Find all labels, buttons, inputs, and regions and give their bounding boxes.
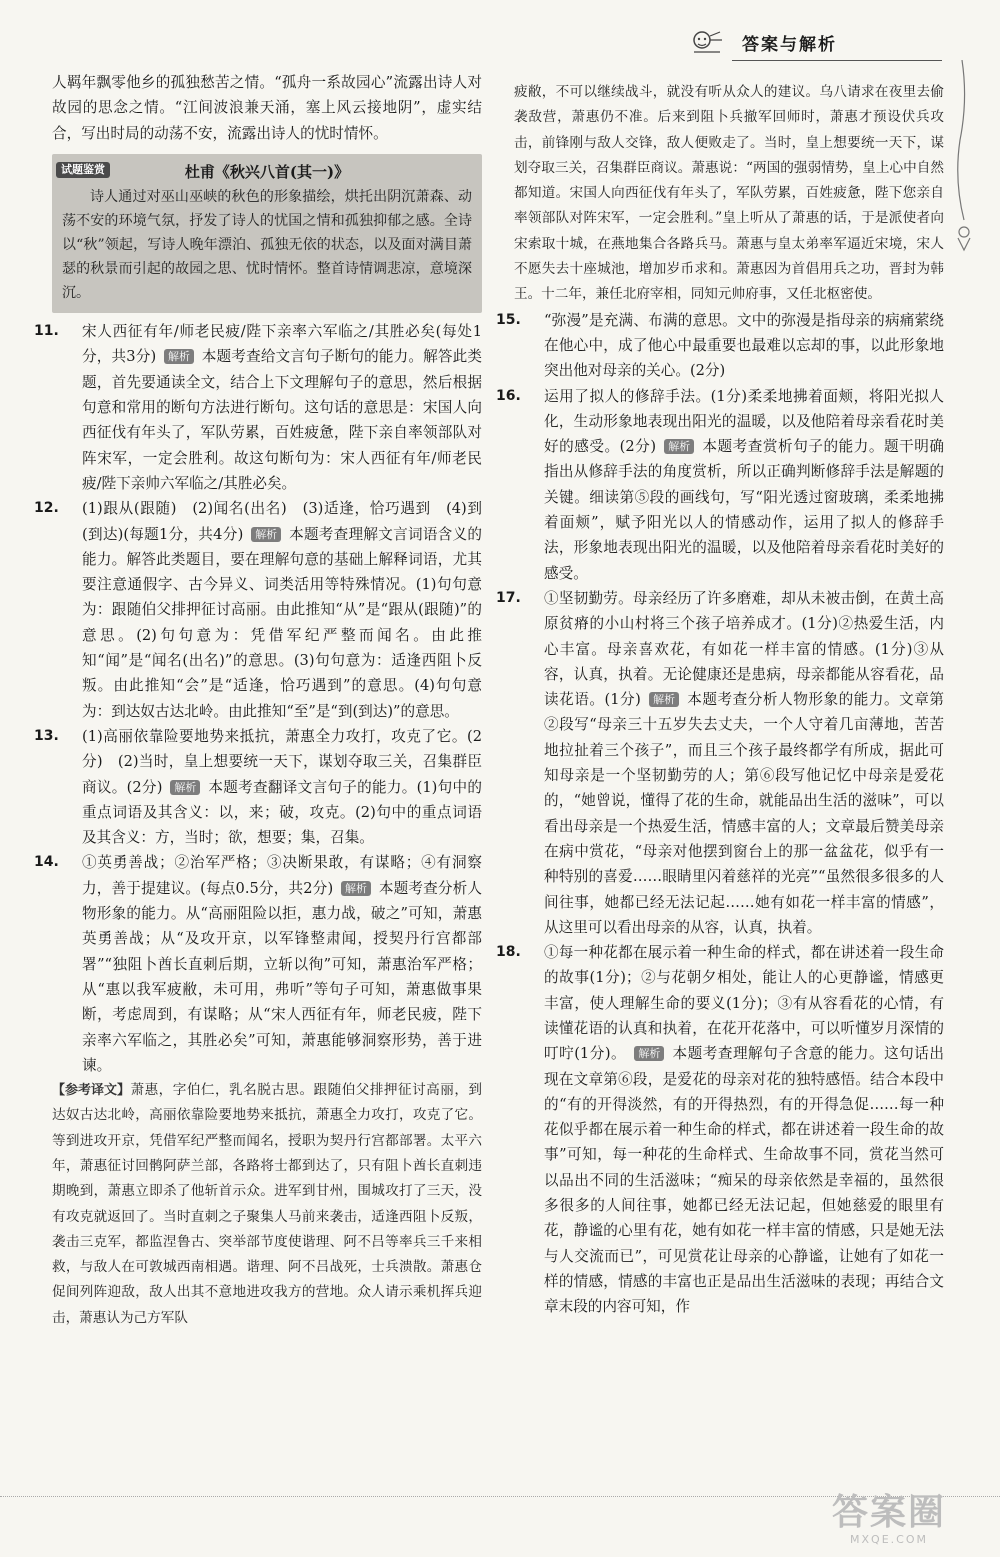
question-16 xyxy=(496,384,944,586)
analysis-tag: 解析 xyxy=(634,1046,664,1061)
analysis-tag: 解析 xyxy=(164,349,194,364)
question-analysis: 本题考查理解文言词语含义的能力。解答此类题目，要在理解句意的基础上解释词语，尤其要注意通假字、古今异义、词类活用等特殊情况。(1)句句意为：跟随伯父排押征讨高丽。由此推知“从”是“跟从(跟随)”的意思。(2)句句意为：凭借军纪严整而闻名。由此推知“闻”是“闻名(出名)”的意思。(3)句句意为：适逢西阻卜反叛。由此推知“会”是“适逢，恰巧遇到”的意思。(4)句句意为：到达奴古达北岭。由此推知“至”是“到(到达)”的意思。 xyxy=(82,525,482,720)
question-analysis: 本题考查分析人物形象的能力。从“高丽阻险以拒，惠力战，破之”可知，萧惠英勇善战；从“及攻开京，以军锋整肃闻，授契丹行宫都部署”“独阻卜酋长直刺后期，立斩以徇”可知，萧惠治军严格；从“惠以我军疲敝，未可用，弗听”等句子可知，萧惠做事果断，考虑周到，有谋略；从“宋人西征有年，师老民疲，陛下亲率六军临之，其胜必矣”可知，萧惠能够洞察形势，善于进谏。 xyxy=(82,879,483,1074)
question-answer: ①每一种花都在展示着一种生命的样式，都在讲述着一段生命的故事(1分)；②与花朝夕相处，能让人的心更静谧，情感更丰富，使人理解生命的要义(1分)；③有从容看花的心情，有读懂花语的认真和执着，在花开花落中，可以听懂岁月深情的叮咛(1分)。 xyxy=(544,944,944,1063)
question-number: 13. xyxy=(34,727,59,744)
question-number: 15. xyxy=(496,311,521,328)
question-number: 16. xyxy=(496,387,521,404)
question-answer: (1)跟从(跟随) (2)闻名(出名) (3)适逢，恰巧遇到 (4)到(到达)(每题1分，共4分) xyxy=(82,500,482,543)
question-number: 11. xyxy=(34,323,59,340)
watermark-logo-text: 答案圈 xyxy=(831,1492,946,1533)
question-analysis: 本题考查赏析句子的能力。题干明确指出从修辞手法的角度赏析，所以正确判断修辞手法是解题的关键。细读第⑤段的画线句，写“阳光透过窗玻璃，柔柔地拂着面颊”，赋予阳光以人的情感动作，运用了拟人的修辞手法，形象地表现出阳光的温暖，以及他陪着母亲看花时美好的感受。 xyxy=(544,438,944,582)
left-column xyxy=(34,70,483,1331)
question-answer: “弥漫”是充满、布满的意思。文中的弥漫是指母亲的病痛萦绕在他心中，成了他心中最重要也最难以忘却的事，以此形象地突出他对母亲的关心。(2分) xyxy=(544,311,944,380)
right-column xyxy=(496,80,944,1320)
question-13 xyxy=(34,724,482,850)
analysis-tag: 解析 xyxy=(170,780,200,795)
translation-continued: 疲敝，不可以继续战斗，就没有听从众人的建议。乌八请求在夜里去偷袭敌营，萧惠仍不准。后来到阻卜兵撤军回师时，萧惠才预设伏兵攻击，前锋刚与敌人交锋，敌人便败走了。当时，皇上想要统一天下，谋划夺取三关，召集群臣商议。萧惠说：“两国的强弱情势，皇上心中自然都知道。宋国人向西征伐有年头了，军队劳累，百姓疲惫，陛下您亲自率领部队对阵宋军，一定会胜利。”皇上听从了萧惠的话，于是派使者向宋索取十城，在燕地集合各路兵马。萧惠与皇太弟率军逼近宋境，宋人不愿失去十座城池，增加岁币求和。萧惠因为首倡用兵之功，晋封为韩王。十二年，兼任北府宰相，同知元帅府事，又任北枢密使。 xyxy=(514,84,944,303)
header-title: 答案与解析 xyxy=(742,35,837,55)
review-heading xyxy=(62,160,472,185)
analysis-tag: 解析 xyxy=(649,692,679,707)
decorative-vine-icon xyxy=(952,60,972,260)
question-17 xyxy=(496,586,944,940)
question-analysis: 本题考查翻译文言句子的能力。(1)句中的重点词语及其含义：以，来；破，攻克。(2)句中的重点词语及其含义：方，当时；欲，想要；集，召集。 xyxy=(82,778,482,847)
question-14 xyxy=(34,850,483,1078)
question-analysis: 本题考查分析人物形象的能力。文章第②段写“母亲三十五岁失去丈夫，一个人守着几亩薄地，苦苦地拉扯着三个孩子”，而且三个孩子最终都学有所成，据此可知母亲是一个坚韧勤劳的人；第⑥段写他记忆中母亲是爱花的，“她曾说，懂得了花的生命，就能品出生活的滋味”，可以看出母亲是一个热爱生活，情感丰富的人；文章最后赞美母亲在病中赏花，“母亲对他摆到窗台上的那一盆盆花，似乎有一种特别的喜爱……眼睛里闪着慈祥的光亮”“虽然很多很多的人间往事，她都已经无法记起……她有如花一样丰富的情感”，从这里可以看出母亲的从容，认真，执着。 xyxy=(544,691,944,936)
review-title: 杜甫《秋兴八首(其一)》 xyxy=(184,162,350,181)
question-analysis: 本题考查理解句子含意的能力。这句话出现在文章第⑥段，是爱花的母亲对花的独特感悟。结合本段中的“有的开得淡然，有的开得热烈，有的开得急促……每一种花似乎都在展示着一种生命的样式，都在讲述着一段生命的故事”可知，每一种花的生命样式、生命故事不同，赏花当然可以品出不同的生活滋味；“痴呆的母亲依然是幸福的，虽然很多很多的人间往事，她都已经无法记起，但她慈爱的眼里有花，静谧的心里有花，她有如花一样丰富的情感，只是她无法与人交流而已”，可见赏花让母亲的心静谧，让她有了如花一样的情感，情感的丰富也正是品出生活滋味的表现；再结合文章末段的内容可知，作 xyxy=(544,1045,944,1316)
question-18 xyxy=(496,940,944,1319)
translation-text: 萧惠，字伯仁，乳名脱古思。跟随伯父排押征讨高丽，到达奴古达北岭，高丽依靠险要地势来抵抗，萧惠全力攻打，攻克了它。等到进攻开京，凭借军纪严整而闻名，授职为契丹行宫都部署。太平六年，萧惠征讨回鹘阿萨兰部，各路将士都到达了，只有阻卜酋长直刺违期晚到，萧惠立即杀了他斩首示众。进军到甘州，围城攻打了三天，没有攻克就返回了。当时直刺之子聚集人马前来袭击，适逢西阻卜反叛，袭击三克军，都监涅鲁古、突举部节度使谐理、阿不吕等率兵三千来相救，与敌人在可敦城西南相遇。谐理、阿不吕战死，士兵溃散。萧惠仓促间列阵迎敌，敌人出其不意地进攻我方的营地。众人请示乘机挥兵迎击，萧惠认为己方军队 xyxy=(52,1082,482,1326)
analysis-tag: 解析 xyxy=(251,527,281,542)
intro-paragraph: 人羁年飘零他乡的孤独愁苦之情。“孤舟一系故园心”流露出诗人对故园的思念之情。“江间波浪兼天涌，塞上风云接地阴”，虚实结合，写出时局的动荡不安，流露出诗人的忧时情怀。 xyxy=(52,74,482,142)
analysis-tag: 解析 xyxy=(664,439,694,454)
question-number: 12. xyxy=(34,500,59,517)
question-answer: 运用了拟人的修辞手法。(1分)柔柔地拂着面颊，将阳光拟人化，生动形象地表现出阳光的温暖，以及他陪着母亲看花时美好的感受。(2分) xyxy=(544,387,944,456)
watermark-url: MXQE.COM xyxy=(850,1533,928,1546)
review-box xyxy=(52,154,482,313)
watermark xyxy=(804,1493,974,1545)
review-tag: 试题鉴赏 xyxy=(56,162,110,178)
review-body: 诗人通过对巫山巫峡的秋色的形象描绘，烘托出阴沉萧森、动荡不安的环境气氛，抒发了诗人的忧国之情和孤独抑郁之感。全诗以“秋”领起，写诗人晚年漂泊、孤独无依的状态，以及面对满目萧瑟的秋景而引起的故园之思、忧时情怀。整首诗情调悲凉，意境深沉。 xyxy=(62,189,472,302)
header-divider xyxy=(732,60,942,61)
question-answer: 宋人西征有年/师老民疲/陛下亲率六军临之/其胜必矣(每处1分，共3分) xyxy=(82,323,482,366)
question-number: 14. xyxy=(34,854,59,871)
mascot-icon xyxy=(690,28,726,56)
question-12 xyxy=(34,496,482,724)
question-11 xyxy=(34,319,483,496)
question-answer: (1)高丽依靠险要地势来抵抗，萧惠全力攻打，攻克了它。(2分) (2)当时，皇上想要统一天下，谋划夺取三关，召集群臣商议。(2分) xyxy=(82,727,482,796)
reference-translation xyxy=(52,1078,482,1331)
analysis-tag: 解析 xyxy=(341,881,371,896)
question-answer: ①英勇善战；②治军严格；③决断果敢，有谋略；④有洞察力，善于提建议。(每点0.5分，共2分) xyxy=(82,854,482,897)
question-analysis: 本题考查给文言句子断句的能力。解答此类题，首先要通读全文，结合上下文理解句子的意思，然后根据句意和常用的断句方法进行断句。这句话的意思是：宋国人向西征伐有年头了，军队劳累，百姓疲惫，陛下亲自率领部队对阵宋军，一定会胜利。故这句断句为：宋人西征有年/师老民疲/陛下亲帅六军临之/其胜必矣。 xyxy=(82,348,483,492)
question-number: 18. xyxy=(496,944,521,961)
question-answer: ①坚韧勤劳。母亲经历了许多磨难，却从未被击倒，在黄土高原贫瘠的小山村将三个孩子培养成才。(1分)②热爱生活，内心丰富。母亲喜欢花，有如花一样丰富的情感。(1分)③从容，认真，执着。无论健康还是患病，母亲都能从容看花，品读花语。(1分) xyxy=(544,589,944,709)
question-15 xyxy=(496,308,944,384)
question-number: 17. xyxy=(496,589,521,606)
translation-tag: 【参考译文】 xyxy=(52,1083,131,1099)
page-header xyxy=(690,22,940,62)
